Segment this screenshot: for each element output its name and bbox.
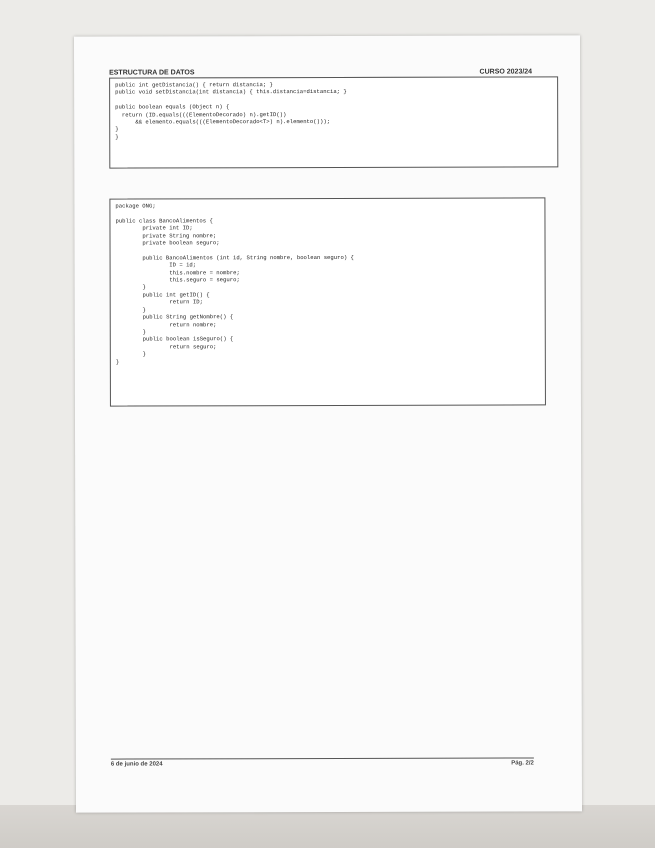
code-block-equals: [109, 76, 558, 168]
document-page: [74, 35, 582, 812]
footer-page-number: Pág. 2/2: [511, 760, 534, 767]
code-text: public int getDistancia() { return distancia; } public void setDistancia(int distancia) { this.distancia=distancia; } public boolean equals (Object n) { return (ID.equals(((ElementoDecorado) n).getID()) && elemento.equals(((ElementoDecorado<T>) n).elemento())); } }: [115, 81, 347, 141]
code-text: package ONG; public class BancoAlimentos { private int ID; private String nombre; private boolean seguro; public BancoAlimentos (int id, String nombre, boolean seguro) { ID = id; this.nombre = nombre; this.seguro = seguro; } public int getID() { return ID; } public String getNombre() { return nombre; } public boolean isSeguro() { return seguro; } }: [115, 202, 354, 366]
code-block-banco-alimentos: [109, 197, 546, 406]
footer-date: 6 de junio de 2024: [110, 761, 163, 768]
header-course-year: CURSO 2023/24: [479, 68, 533, 76]
header-course-name: ESTRUCTURA DE DATOS: [109, 69, 195, 77]
page-footer: [111, 757, 534, 767]
